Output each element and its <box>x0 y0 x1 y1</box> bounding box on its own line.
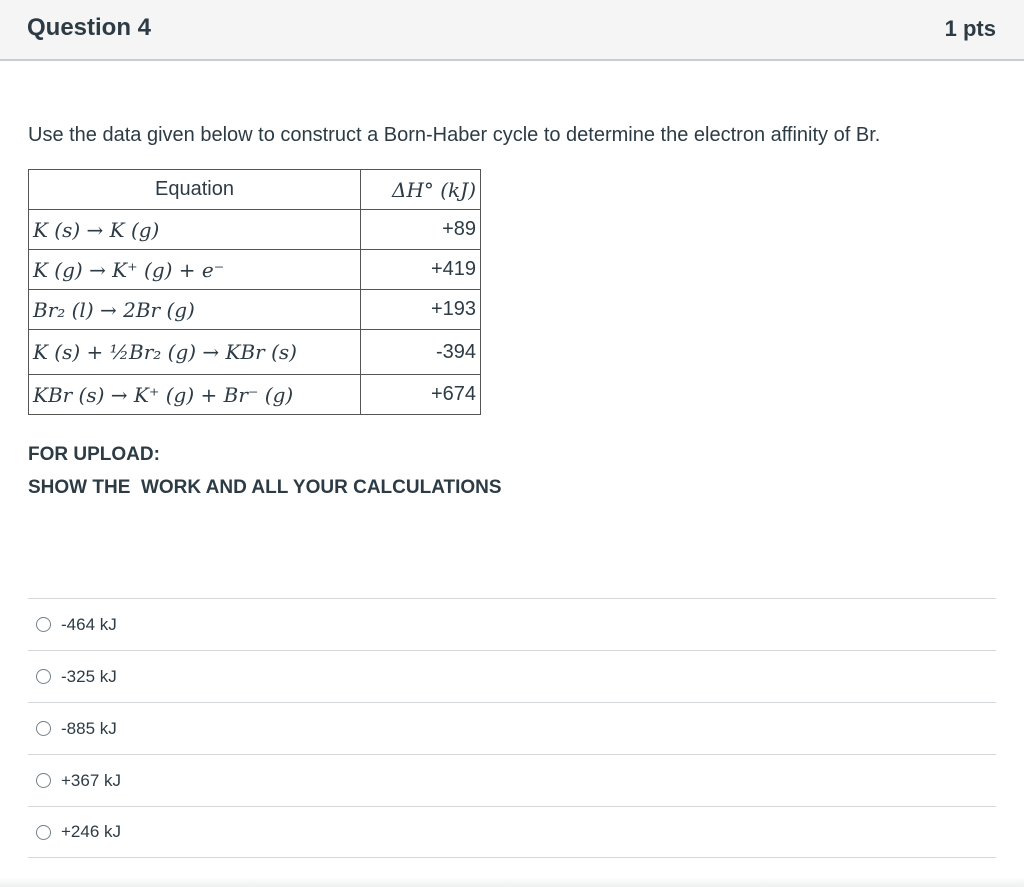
radio-button[interactable] <box>36 669 51 684</box>
table-row <box>29 290 481 330</box>
equation-cell: K (s) → K (g) <box>29 210 361 250</box>
answer-label[interactable]: -885 kJ <box>61 718 117 738</box>
equation-cell: KBr (s) → K⁺ (g) + Br⁻ (g) <box>29 375 361 415</box>
upload-instructions <box>28 438 502 504</box>
enthalpy-cell: +193 <box>361 290 481 330</box>
question-title: Question 4 <box>27 14 152 41</box>
radio-button[interactable] <box>36 721 51 736</box>
enthalpy-cell: +674 <box>361 375 481 415</box>
answer-label[interactable]: -464 kJ <box>61 614 117 634</box>
equation-column-header: Equation <box>29 170 361 210</box>
answer-list <box>28 598 996 858</box>
answer-option[interactable] <box>28 650 996 702</box>
answer-option[interactable] <box>28 754 996 806</box>
table-row <box>29 330 481 375</box>
table-row <box>29 210 481 250</box>
upload-subheading: SHOW THE WORK AND ALL YOUR CALCULATIONS <box>28 477 502 498</box>
enthalpy-cell: -394 <box>361 330 481 375</box>
answer-option[interactable] <box>28 702 996 754</box>
equation-cell: K (g) → K⁺ (g) + e⁻ <box>29 250 361 290</box>
page-bottom-shade <box>0 877 1024 887</box>
question-points: 1 pts <box>944 16 996 41</box>
question-prompt: Use the data given below to construct a Born-Haber cycle to determine the electron affinity of Br. <box>28 124 881 146</box>
equation-cell: Br₂ (l) → 2Br (g) <box>29 290 361 330</box>
enthalpy-cell: +419 <box>361 250 481 290</box>
answer-label[interactable]: +367 kJ <box>61 770 122 790</box>
table-header-row <box>29 170 481 210</box>
enthalpy-cell: +89 <box>361 210 481 250</box>
answer-option[interactable] <box>28 806 996 858</box>
radio-button[interactable] <box>36 825 51 840</box>
table-row <box>29 375 481 415</box>
enthalpy-data-table <box>28 169 481 415</box>
equation-cell: K (s) + ½Br₂ (g) → KBr (s) <box>29 330 361 375</box>
radio-button[interactable] <box>36 617 51 632</box>
enthalpy-column-header: ΔH° (kJ) <box>361 170 481 210</box>
answer-label[interactable]: -325 kJ <box>61 666 117 686</box>
upload-heading: FOR UPLOAD: <box>28 444 160 465</box>
radio-button[interactable] <box>36 773 51 788</box>
table-row <box>29 250 481 290</box>
answer-label[interactable]: +246 kJ <box>61 822 122 841</box>
question-header <box>0 0 1024 61</box>
answer-option[interactable] <box>28 598 996 650</box>
